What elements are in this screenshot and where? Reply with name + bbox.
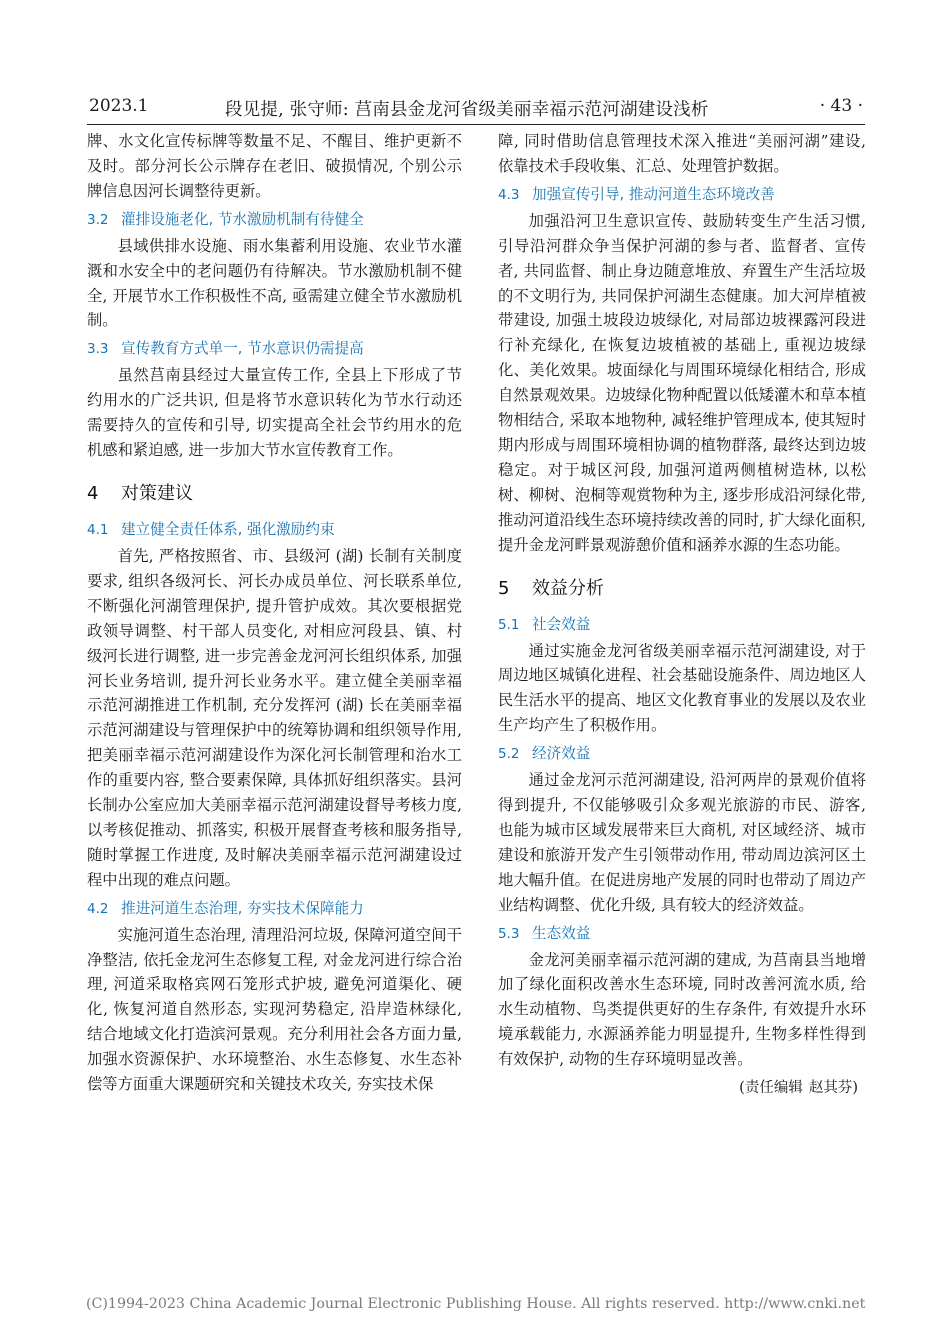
- paragraph-4-1: 首先, 严格按照省、市、县级河 (湖) 长制有关制度要求, 组织各级河长、河长办成员单位、河长联系单位, 不断强化河湖管理保护, 提升管护成效。其次要根据党政领导调整、村干部人员变化, 对相应河段县、镇、村级河长进行调整, 进一步完善金龙河河长组织体系, 加强河长业务培训, 提升河长业务水平。建立健全美丽幸福示范河湖推进工作机制, 充分发挥河 (湖) 长在美丽幸福示范河湖建设与管理保护中的统筹协调和组织领导作用, 把美丽幸福示范河湖建设作为深化河长制管理和治水工作的重要内容, 整合要素保障, 具体抓好组织落实。县河长制办公室应加大美丽幸福示范河湖建设督导考核力度, 以考核促推动、抓落实, 积极开展督查考核和服务指导, 随时掌握工作进度, 及时解决美丽幸福示范河湖建设过程中出现的难点问题。: [87, 546, 462, 889]
- subheading-title: 生态效益: [532, 924, 591, 942]
- running-header: [87, 92, 865, 125]
- subheading-title: 宣传教育方式单一, 节水意识仍需提高: [121, 340, 364, 358]
- paragraph-3-2: 县域供排水设施、雨水集蓄利用设施、农业节水灌溉和水安全中的老问题仍有待解决。节水激励机制不健全, 开展节水工作积极性不高, 亟需建立健全节水激励机制。: [87, 236, 462, 330]
- section-title: 对策建议: [121, 482, 193, 504]
- paragraph-5-3: 金龙河美丽幸福示范河湖的建成, 为莒南县当地增加了绿化面积改善水生态环境, 同时改善河流水质, 给水生动植物、鸟类提供更好的生存条件, 有效提升水环境承载能力, 水源涵养能力明显提升, 生物多样性得到有效保护, 动物的生存环境明显改善。: [498, 950, 866, 1069]
- subheading-number: 4.1: [87, 521, 109, 538]
- section-heading-4: [87, 479, 462, 509]
- subheading-3-3: [87, 336, 462, 362]
- editor-credit: [498, 1076, 866, 1100]
- editor-label: (责任编辑: [739, 1080, 803, 1097]
- subheading-number: 4.2: [87, 900, 109, 917]
- subheading-title: 经济效益: [532, 745, 591, 763]
- editor-name: 赵其芬): [808, 1080, 858, 1097]
- subheading-title: 建立健全责任体系, 强化激励约束: [121, 520, 335, 538]
- subheading-4-2: [87, 896, 462, 922]
- paragraph-continued: 障, 同时借助信息管理技术深入推进“美丽河湖”建设, 依靠技术手段收集、汇总、处理管护数据。: [498, 132, 866, 175]
- subheading-title: 加强宣传引导, 推动河道生态环境改善: [532, 185, 775, 203]
- subheading-5-2: [498, 741, 866, 767]
- subheading-number: 5.1: [498, 616, 520, 633]
- paragraph-continued: 牌、水文化宣传标牌等数量不足、不醒目、维护更新不及时。部分河长公示牌存在老旧、破损情况, 个别公示牌信息因河长调整待更新。: [87, 132, 462, 200]
- paragraph-4-2: 实施河道生态治理, 清理沿河垃圾, 保障河道空间干净整洁, 依托金龙河生态修复工程, 对金龙河进行综合治理, 河道采取格宾网石笼形式护坡, 避免河道渠化、硬化, 恢复河道自然形态, 实现河势稳定, 沿岸造林绿化, 结合地域文化打造滨河景观。充分利用社会各方面力量, 加强水资源保护、水环境整治、水生态修复、水生态补偿等方面重大课题研究和关键技术攻关, 夯实技术保: [87, 925, 462, 1094]
- section-number: 4: [87, 482, 99, 504]
- section-number: 5: [498, 577, 510, 599]
- subheading-number: 4.3: [498, 186, 520, 203]
- paragraph-5-1: 通过实施金龙河省级美丽幸福示范河湖建设, 对于周边地区城镇化进程、社会基础设施条件、周边地区人民生活水平的提高、地区文化教育事业的发展以及农业生产均产生了积极作用。: [498, 641, 866, 735]
- subheading-3-2: [87, 207, 462, 233]
- subheading-4-3: [498, 182, 866, 208]
- left-column: [87, 129, 462, 1097]
- subheading-5-1: [498, 612, 866, 638]
- issue-number: 2023.1: [89, 96, 149, 116]
- copyright-footer: (C)1994-2023 China Academic Journal Electronic Publishing House. All rights reserved. http://www.cnki.net: [86, 1296, 866, 1312]
- subheading-number: 5.2: [498, 746, 520, 763]
- subheading-title: 社会效益: [532, 615, 591, 633]
- page-number: · 43 ·: [819, 96, 863, 116]
- paragraph-3-3: 虽然莒南县经过大量宣传工作, 全县上下形成了节约用水的广泛共识, 但是将节水意识转化为节水行动还需要持久的宣传和引导, 切实提高全社会节约用水的危机感和紧迫感, 进一步加大节水宣传教育工作。: [87, 366, 462, 460]
- subheading-title: 推进河道生态治理, 夯实技术保障能力: [121, 899, 364, 917]
- running-title: 段见提, 张守师: 莒南县金龙河省级美丽幸福示范河湖建设浅析: [225, 100, 709, 120]
- subheading-number: 3.3: [87, 341, 109, 358]
- paragraph-4-3: 加强沿河卫生意识宣传、鼓励转变生产生活习惯, 引导沿河群众争当保护河湖的参与者、监督者、宣传者, 共同监督、制止身边随意堆放、弃置生产生活垃圾的不文明行为, 共同保护河湖生态健康。加大河岸植被带建设, 加强土坡段边坡绿化, 对局部边坡裸露河段进行补充绿化, 在恢复边坡植被的基础上, 重视边坡绿化、美化效果。坡面绿化与周围环境绿化相结合, 形成自然景观效果。边坡绿化物种配置以低矮灌木和草本植物相结合, 采取本地物种, 减轻维护管理成本, 使其短时期内形成与周围环境相协调的植物群落, 最终达到边坡稳定。对于城区河段, 加强河道两侧植树造林, 以松树、柳树、泡桐等观赏物种为主, 逐步形成沿河绿化带, 推动河道沿线生态环境持续改善的同时, 扩大绿化面积, 提升金龙河畔景观游憩价值和涵养水源的生态功能。: [498, 211, 866, 554]
- subheading-number: 3.2: [87, 211, 109, 228]
- section-heading-5: [498, 574, 866, 604]
- section-title: 效益分析: [532, 577, 604, 599]
- subheading-number: 5.3: [498, 925, 520, 942]
- paragraph-5-2: 通过金龙河示范河湖建设, 沿河两岸的景观价值将得到提升, 不仅能够吸引众多观光旅游的市民、游客, 也能为城市区域发展带来巨大商机, 对区域经济、城市建设和旅游开发产生引领带动作用, 带动周边滨河区土地大幅升值。在促进房地产发展的同时也带动了周边产业结构调整、优化升级, 具有较大的经济效益。: [498, 771, 866, 914]
- subheading-4-1: [87, 517, 462, 543]
- subheading-title: 灌排设施老化, 节水激励机制有待健全: [121, 210, 364, 228]
- subheading-5-3: [498, 921, 866, 947]
- right-column: [498, 129, 866, 1100]
